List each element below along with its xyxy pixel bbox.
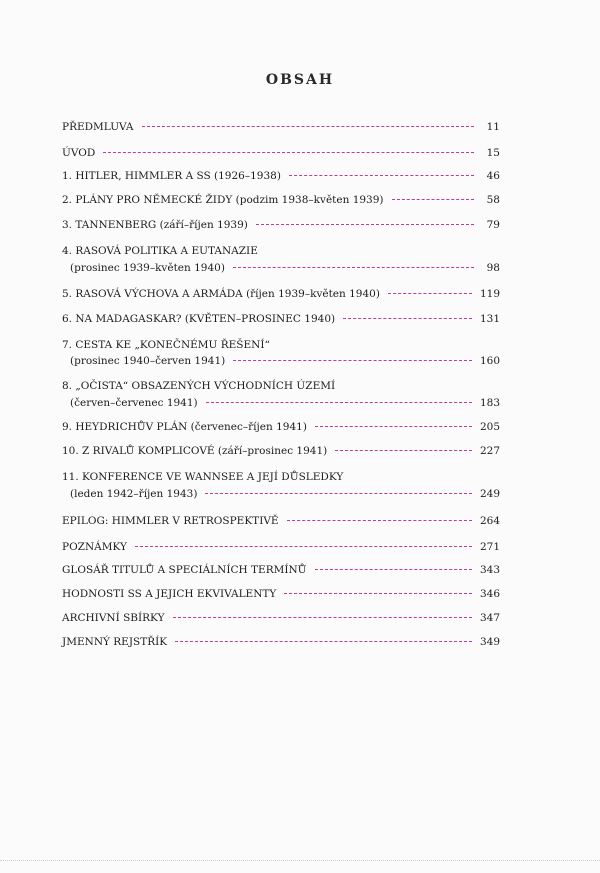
toc-entry-title: 6. NA MADAGASKAR? (KVĚTEN–PROSINEC 1940) [62,313,336,325]
toc-entry-page: 346 [479,588,500,600]
toc-entry-chapter-8-dates[interactable] [62,396,500,410]
toc-entry-page: 271 [479,541,500,553]
toc-entry-page: 264 [479,515,500,527]
toc-entry-chapter-10[interactable] [62,444,500,458]
toc-entry-title: 1. HITLER, HIMMLER A SS (1926–1938) [62,170,281,182]
toc-entry-title: ARCHIVNÍ SBÍRKY [62,612,165,624]
toc-entry-chapter-11-dates[interactable] [62,487,500,501]
toc-entry-title: ÚVOD [62,147,96,159]
toc-entry-chapter-5[interactable] [62,287,500,301]
dot-leader [233,360,472,361]
toc-entry-title: EPILOG: HIMMLER V RETROSPEKTIVĚ [62,515,279,527]
toc-entry-page: 349 [479,636,500,648]
dot-leader [287,520,472,521]
toc-entry-chapter-8-title[interactable] [62,379,500,393]
toc-entry-title: 9. HEYDRICHŮV PLÁN (červenec–říjen 1941) [62,421,307,433]
dot-leader [256,224,474,225]
toc-entry-glossary[interactable] [62,563,500,577]
toc-entry-chapter-4-dates[interactable] [62,261,500,275]
toc-entry-page: 98 [486,262,500,274]
dot-leader [335,450,472,451]
toc-entry-title: 10. Z RIVALŮ KOMPLICOVÉ (září–prosinec 1941) [62,445,328,457]
toc-entry-page: 347 [479,612,500,624]
toc-entry-title: JMENNÝ REJSTŘÍK [62,636,168,648]
toc-entry-subtitle: (červen–červenec 1941) [70,397,198,409]
toc-entry-chapter-1[interactable] [62,169,500,183]
toc-entry-chapter-6[interactable] [62,312,500,326]
toc-entry-title: 7. CESTA KE „KONEČNÉMU ŘEŠENÍ“ [62,339,270,351]
toc-entry-notes[interactable] [62,540,500,554]
toc-entry-chapter-9[interactable] [62,420,500,434]
toc-entry-title: 4. RASOVÁ POLITIKA A EUTANAZIE [62,245,258,257]
toc-entry-page: 343 [479,564,500,576]
toc-entry-title: 3. TANNENBERG (září–říjen 1939) [62,219,248,231]
toc-entry-page: 205 [479,421,500,433]
page-title: OBSAH [265,72,335,88]
toc-entry-chapter-7-title[interactable] [62,338,500,352]
toc-entry-title: 5. RASOVÁ VÝCHOVA A ARMÁDA (říjen 1939–květen 1940) [62,288,380,300]
toc-entry-title: PŘEDMLUVA [62,121,134,133]
page-bottom-edge [0,860,600,861]
dot-leader [206,402,472,403]
dot-leader [315,569,472,570]
toc-entry-page: 119 [479,288,500,300]
toc-entry-page: 79 [486,219,500,231]
toc-entry-page: 11 [486,121,500,133]
toc-entry-page: 15 [486,147,500,159]
toc-entry-title: 8. „OČISTA“ OBSAZENÝCH VÝCHODNÍCH ÚZEMÍ [62,380,336,392]
toc-entry-page: 58 [486,194,500,206]
dot-leader [173,617,472,618]
toc-entry-subtitle: (prosinec 1939–květen 1940) [70,262,225,274]
dot-leader [233,267,474,268]
toc-entry-index[interactable] [62,635,500,649]
toc-entry-epilogue[interactable] [62,514,500,528]
dot-leader [388,293,472,294]
toc-entry-title: HODNOSTI SS A JEJICH EKVIVALENTY [62,588,277,600]
toc-entry-title: 2. PLÁNY PRO NĚMECKÉ ŽIDY (podzim 1938–květen 1939) [62,194,384,206]
toc-entry-ss-ranks[interactable] [62,587,500,601]
dot-leader [135,546,472,547]
dot-leader [103,152,474,153]
toc-entry-page: 183 [479,397,500,409]
dot-leader [175,641,472,642]
toc-entry-page: 131 [479,313,500,325]
toc-entry-chapter-4-title[interactable] [62,244,500,258]
dot-leader [315,426,472,427]
toc-entry-page: 160 [479,355,500,367]
toc-entry-subtitle: (leden 1942–říjen 1943) [70,488,198,500]
toc-entry-preface[interactable] [62,120,500,134]
toc-entry-chapter-11-title[interactable] [62,470,500,484]
dot-leader [343,318,472,319]
dot-leader [392,199,474,200]
toc-entry-page: 249 [479,488,500,500]
toc-entry-title: GLOSÁŘ TITULŮ A SPECIÁLNÍCH TERMÍNŮ [62,564,307,576]
toc-entry-title: 11. KONFERENCE VE WANNSEE A JEJÍ DŮSLEDKY [62,471,344,483]
toc-entry-chapter-3[interactable] [62,218,500,232]
toc-entry-page: 227 [479,445,500,457]
toc-entry-chapter-2[interactable] [62,193,500,207]
toc-entry-introduction[interactable] [62,146,500,160]
toc-entry-subtitle: (prosinec 1940–červen 1941) [70,355,226,367]
toc-entry-page: 46 [486,170,500,182]
toc-entry-chapter-7-dates[interactable] [62,354,500,368]
dot-leader [142,126,474,127]
dot-leader [289,175,474,176]
toc-entry-archives[interactable] [62,611,500,625]
dot-leader [284,593,472,594]
dot-leader [205,493,472,494]
toc-entry-title: POZNÁMKY [62,541,127,553]
